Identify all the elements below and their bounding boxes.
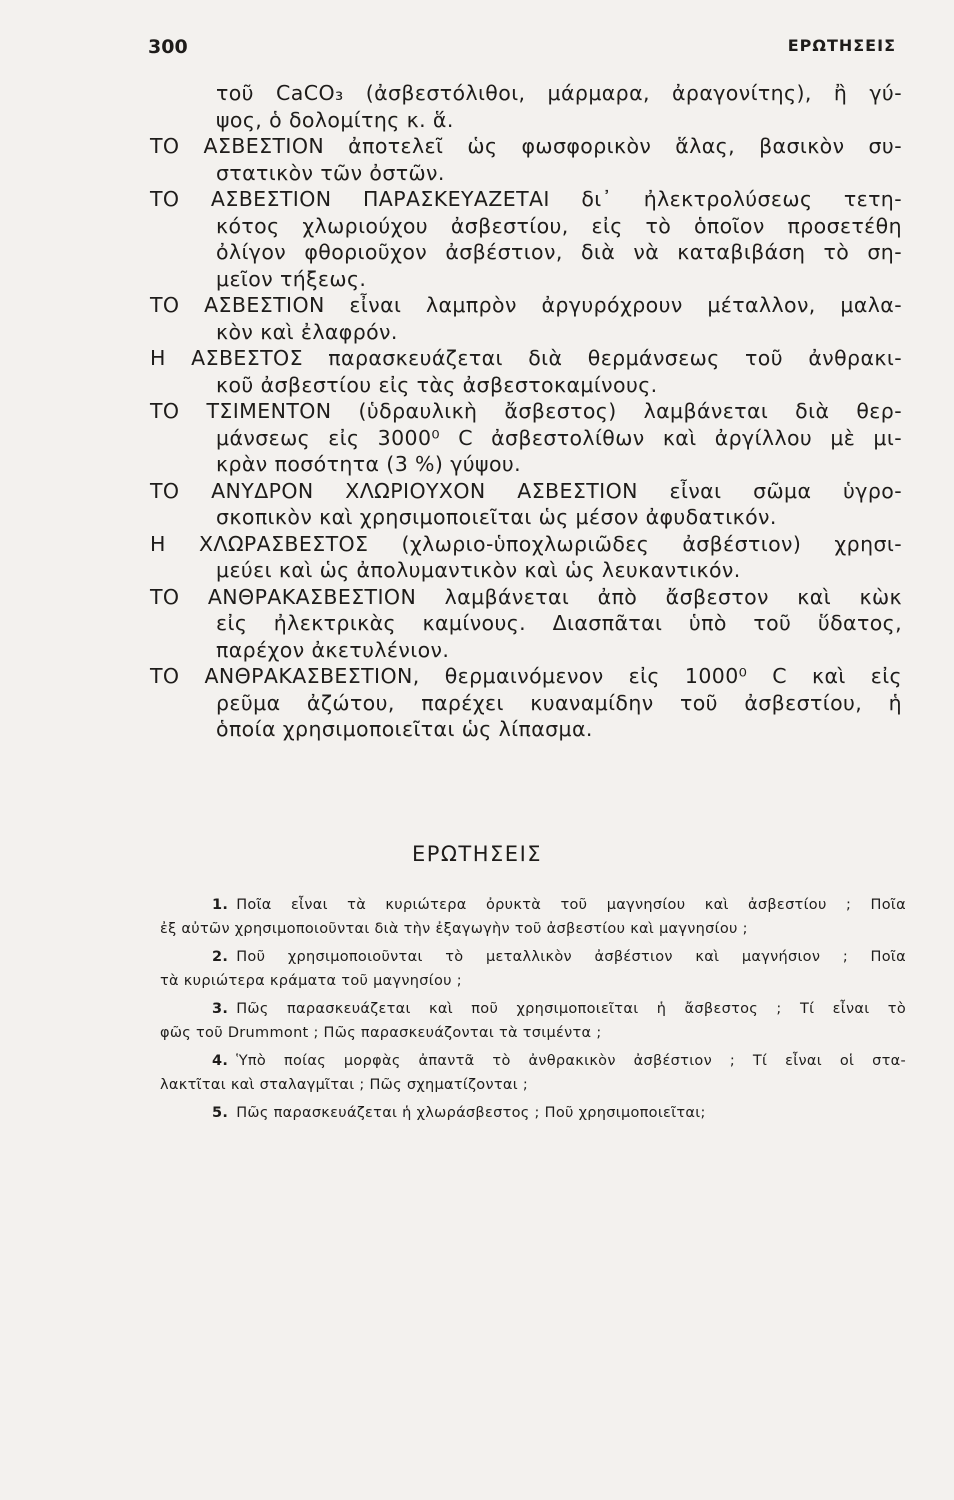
- text-line: κοῦ ἀσβεστίου εἰς τὰς ἀσβεστοκαμίνους.: [216, 372, 658, 397]
- question-line: [160, 997, 906, 1021]
- text-line: ΤΟ ΑΝΥΔΡΟΝ ΧΛΩΡΙΟΥΧΟΝ ΑΣΒΕΣΤΙΟΝ εἶναι σῶμα ὑγρο-: [150, 478, 902, 503]
- page-header: [148, 36, 896, 66]
- text-line: Η ΧΛΩΡΑΣΒΕΣΤΟΣ (χλωριο-ὑποχλωριῶδες ἀσβέστιον) χρησι-: [150, 531, 902, 556]
- paragraph: [150, 663, 902, 743]
- question-number: 5.: [212, 1105, 229, 1121]
- question-line: τὰ κυριώτερα κράματα τοῦ μαγνησίου ;: [160, 973, 462, 989]
- text-line: ΤΟ ΑΝΘΡΑΚΑΣΒΕΣΤΙΟΝ, θερμαινόμενον εἰς 1000⁰ C καὶ εἰς: [150, 664, 902, 688]
- paragraph: [150, 80, 902, 133]
- question-text: Ὑπὸ ποίας μορφὰς ἀπαντᾶ τὸ ἀνθρακικὸν ἀσβέστιον ; Τί εἶναι οἱ στα-: [236, 1053, 906, 1069]
- paragraph: [150, 478, 902, 531]
- questions-list: [160, 893, 906, 1129]
- question-line: λακτῖται καὶ σταλαγμῖται ; Πῶς σχηματίζονται ;: [160, 1077, 529, 1093]
- question-text: Ποῖα εἶναι τὰ κυριώτερα ὀρυκτὰ τοῦ μαγνησίου καὶ ἀσβεστίου ; Ποῖα: [236, 897, 906, 913]
- text-line: ΤΟ ΤΣΙΜΕΝΤΟΝ (ὑδραυλικὴ ἄσβεστος) λαμβάνεται διὰ θερ-: [150, 399, 902, 423]
- text-line: ΤΟ ΑΝΘΡΑΚΑΣΒΕΣΤΙΟΝ λαμβάνεται ἀπὸ ἄσβεστον καὶ κὼκ: [150, 584, 902, 609]
- page-number: 300: [148, 36, 188, 58]
- question-number: 3.: [212, 1001, 229, 1017]
- text-line: ΤΟ ΑΣΒΕΣΤΙΟΝ ἀποτελεῖ ὡς φωσφορικὸν ἅλας, βασικὸν συ-: [150, 134, 902, 158]
- text-line: μεύει καὶ ὡς ἀπολυμαντικὸν καὶ ὡς λευκαντικόν.: [216, 558, 741, 582]
- paragraph: [150, 398, 902, 478]
- text-line: τοῦ CaCO₃ (ἀσβεστόλιθοι, μάρμαρα, ἀραγονίτης), ἢ γύ-: [216, 81, 902, 105]
- text-line: παρέχον ἀκετυλένιον.: [216, 637, 450, 662]
- question-text: Πῶς παρασκευάζεται ἡ χλωράσβεστος ; Ποῦ χρησιμοποιεῖται;: [236, 1105, 706, 1121]
- text-line: ΤΟ ΑΣΒΕΣΤΙΟΝ εἶναι λαμπρὸν ἀργυρόχρουν μέταλλον, μαλα-: [150, 293, 902, 317]
- text-line: Η ΑΣΒΕΣΤΟΣ παρασκευάζεται διὰ θερμάνσεως τοῦ ἀνθρακι-: [150, 346, 902, 370]
- question-line: [160, 1101, 906, 1125]
- question-number: 1.: [212, 897, 229, 913]
- text-line: στατικὸν τῶν ὀστῶν.: [216, 160, 445, 185]
- question-item: [160, 893, 906, 941]
- text-line: κότος χλωριούχου ἀσβεστίου, εἰς τὸ ὁποῖον προσετέθη: [216, 213, 902, 238]
- paragraph: [150, 584, 902, 664]
- question-item: [160, 1049, 906, 1097]
- question-item: [160, 997, 906, 1045]
- questions-heading: ΕΡΩΤΗΣΕΙΣ: [411, 842, 543, 866]
- text-line: ὀλίγον φθοριοῦχον ἀσβέστιον, διὰ νὰ καταβιβάση τὸ ση-: [216, 240, 902, 264]
- paragraph: [150, 186, 902, 292]
- question-text: Ποῦ χρησιμοποιοῦνται τὸ μεταλλικὸν ἀσβέστιον καὶ μαγνήσιον ; Ποῖα: [236, 949, 906, 965]
- question-line: [160, 945, 906, 969]
- text-line: εἰς ἠλεκτρικὰς καμίνους. Διασπᾶται ὑπὸ τοῦ ὕδατος,: [216, 611, 902, 635]
- running-head: ΕΡΩΤΗΣΕΙΣ: [787, 36, 896, 55]
- question-number: 2.: [212, 949, 229, 965]
- text-line: μάνσεως εἰς 3000⁰ C ἀσβεστολίθων καὶ ἀργίλλου μὲ μι-: [216, 425, 902, 450]
- text-line: κρὰν ποσότητα (3 %) γύψου.: [216, 452, 522, 476]
- body-text: [150, 80, 902, 743]
- paragraph: [150, 531, 902, 584]
- paragraph: [150, 292, 902, 345]
- paragraph: [150, 133, 902, 186]
- question-line: ἐξ αὐτῶν χρησιμοποιοῦνται διὰ τὴν ἐξαγωγὴν τοῦ ἀσβεστίου καὶ μαγνησίου ;: [160, 921, 748, 937]
- question-item: [160, 1101, 906, 1125]
- text-line: ρεῦμα ἀζώτου, παρέχει κυαναμίδην τοῦ ἀσβεστίου, ἡ: [216, 690, 902, 715]
- question-line: [160, 893, 906, 917]
- question-number: 4.: [212, 1053, 229, 1069]
- question-item: [160, 945, 906, 993]
- text-line: μεῖον τήξεως.: [216, 266, 367, 291]
- question-line: φῶς τοῦ Drummont ; Πῶς παρασκευάζονται τὰ τσιμέντα ;: [160, 1025, 602, 1041]
- paragraph: [150, 345, 902, 398]
- text-line: σκοπικὸν καὶ χρησιμοποιεῖται ὡς μέσον ἀφυδατικόν.: [216, 505, 777, 529]
- question-line: [160, 1049, 906, 1073]
- text-line: ψος, ὁ δολομίτης κ. ἅ.: [216, 107, 454, 132]
- question-text: Πῶς παρασκευάζεται καὶ ποῦ χρησιμοποιεῖται ἡ ἄσβεστος ; Τί εἶναι τὸ: [236, 1001, 906, 1017]
- text-line: ΤΟ ΑΣΒΕΣΤΙΟΝ ΠΑΡΑΣΚΕΥΑΖΕΤΑΙ δι᾽ ἠλεκτρολύσεως τετη-: [150, 187, 902, 211]
- text-line: κὸν καὶ ἐλαφρόν.: [216, 319, 398, 344]
- text-line: ὁποία χρησιμοποιεῖται ὡς λίπασμα.: [216, 717, 593, 741]
